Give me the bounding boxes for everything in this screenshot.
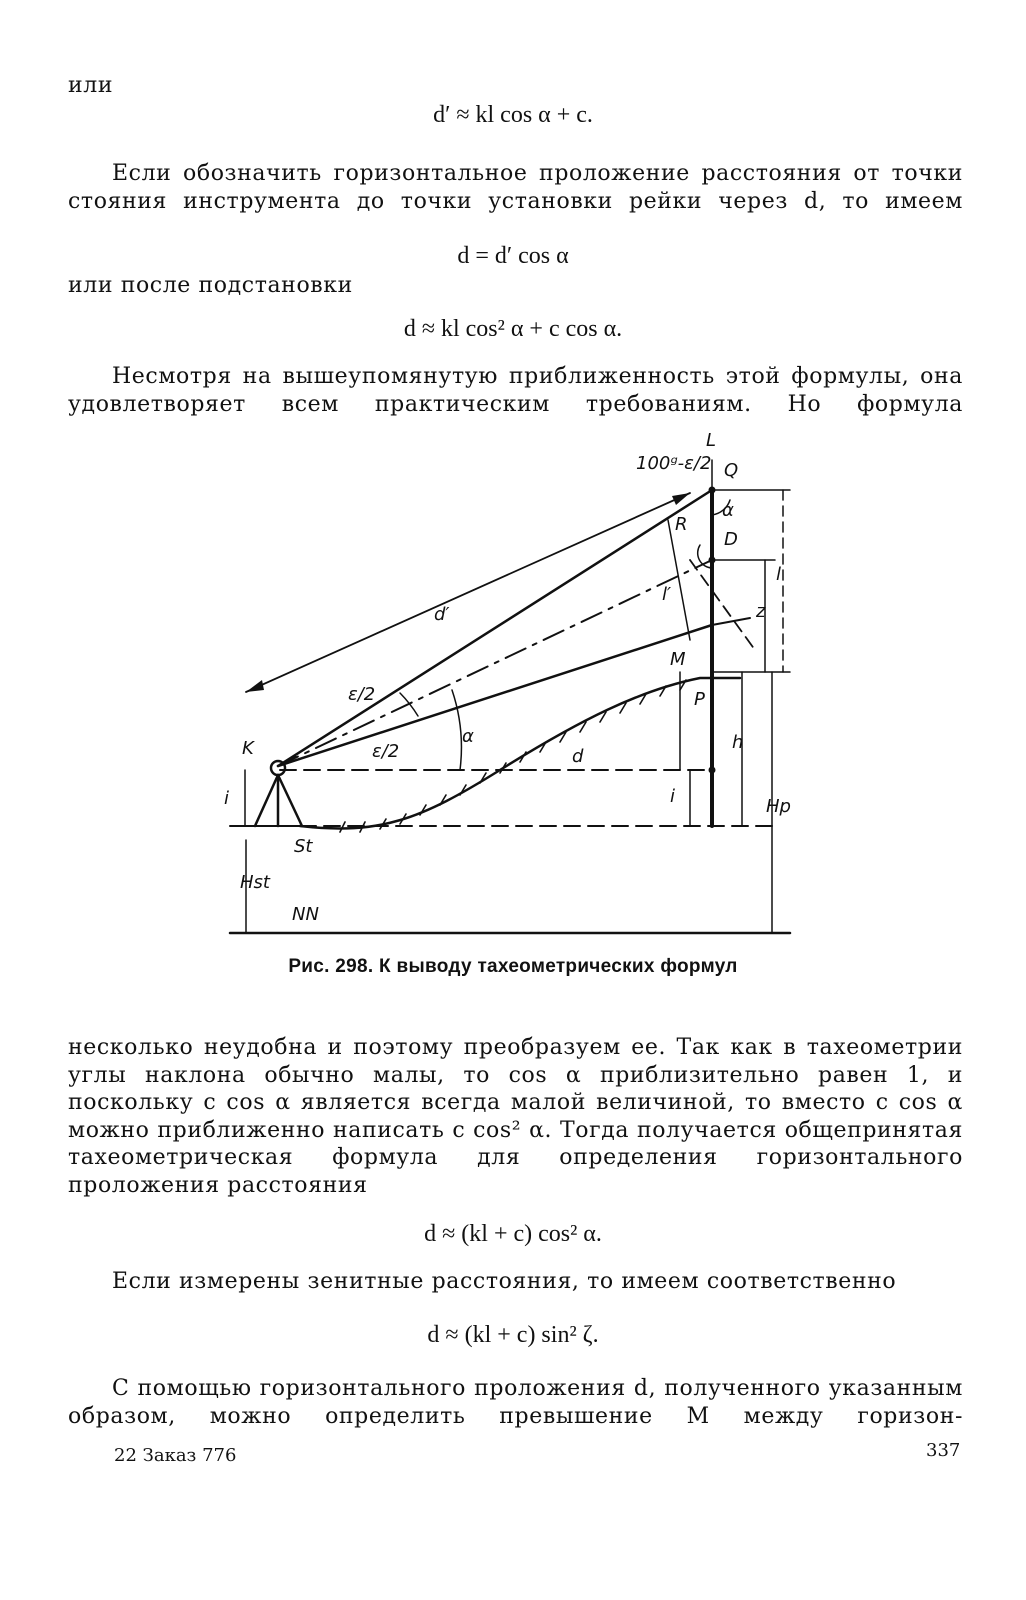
label-Hp: Hp (766, 796, 791, 817)
label-angle-100g: 100ᵍ-ε/2 (636, 453, 712, 474)
label-St: St (294, 836, 313, 857)
label-L: L (706, 430, 717, 451)
formula-1: d′ ≈ kl cos α + c. (433, 102, 593, 128)
label-z: z (756, 601, 766, 622)
instrument-circle (271, 761, 285, 775)
label-P: P (694, 689, 705, 710)
formula-5: d ≈ (kl + c) sin² ζ. (427, 1322, 599, 1348)
tacheometry-figure (0, 430, 1026, 945)
paragraph-2: Несмотря на вышеупомянутую приближенность этой формулы, она удовлетворяет всем практическим требованиям. Но формула (68, 364, 963, 417)
label-Hst: Hst (240, 872, 270, 893)
paragraph-3: несколько неудобна и поэтому преобразуем ее. Так как в тахеометрии углы наклона обычно малы, то cos α приблизительно равен 1, и поскольку c cos α является всегда малой величиной, то вместо c cos α можно приближенно написать c cos² α. Тогда получается общепринятая тахеометрическая формула для определения горизонтального проложения расстояния (68, 1035, 963, 1198)
footer-order-number: 22 Заказ 776 (114, 1445, 237, 1466)
label-l-prime: l′ (662, 584, 672, 605)
paragraph-1: Если обозначить горизонтальное проложение расстояния от точки стояния инструмента до точки установки рейки через d, то имеем (68, 161, 963, 214)
label-alpha-bottom: α (462, 726, 474, 747)
label-d-prime: d′ (434, 604, 450, 625)
formula-4: d ≈ (kl + c) cos² α. (424, 1221, 602, 1247)
label-d: d (572, 746, 584, 767)
paragraph-5: С помощью горизонтального проложения d, полученного указанным образом, можно определить превышение M между горизон- (68, 1376, 963, 1429)
label-alpha-top: α (722, 500, 734, 521)
label-i-right: i (670, 786, 676, 807)
page-number: 337 (926, 1440, 961, 1461)
formula-3: d ≈ kl cos² α + c cos α. (403, 316, 623, 342)
label-NN: NN (292, 904, 319, 925)
label-R: R (675, 514, 688, 535)
label-epsilon-upper: ε/2 (348, 684, 376, 705)
label-epsilon-lower: ε/2 (372, 741, 400, 762)
label-Q: Q (724, 460, 739, 481)
label-l: l (776, 564, 782, 585)
paragraph-4: Если измерены зенитные расстояния, то имеем соответственно (112, 1269, 897, 1294)
label-K: K (242, 738, 254, 759)
figure-caption: Рис. 298. К выводу тахеометрических формул (288, 956, 738, 977)
top-word: или (68, 73, 114, 98)
label-M: M (670, 649, 686, 670)
label-D: D (724, 529, 738, 550)
formula-2: d = d′ cos α (457, 243, 569, 269)
label-i-left: i (224, 788, 230, 809)
line-after-formula-2: или после подстановки (68, 273, 353, 298)
label-h: h (732, 732, 744, 753)
